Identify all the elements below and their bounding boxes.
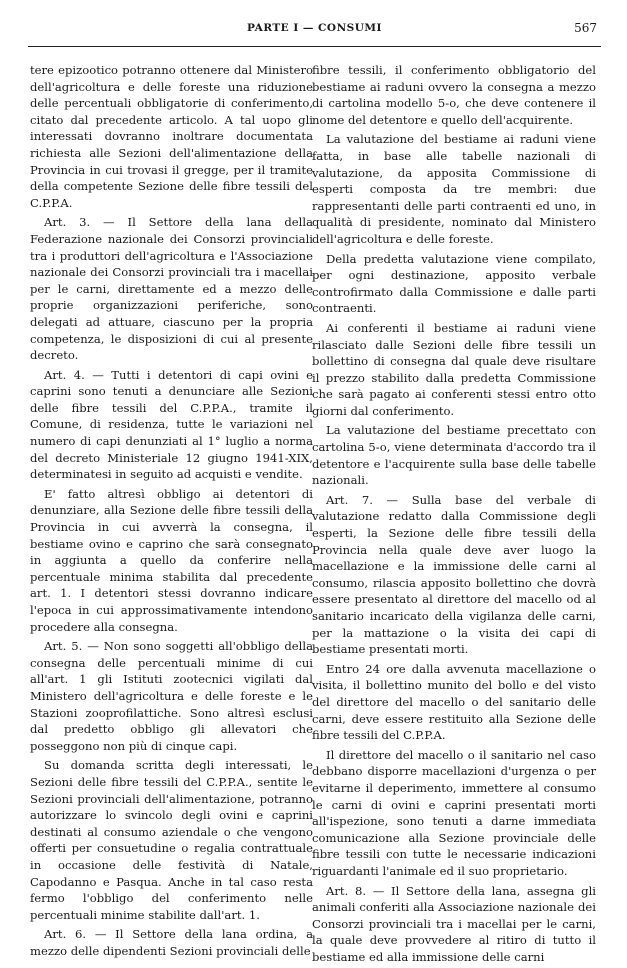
running-title: PARTE I — CONSUMI — [247, 22, 382, 34]
paragraph: Ai conferenti il bestiame ai raduni viene rilasciato dalle Sezioni delle fibre tessili un bollettino di consegna dal quale deve risultare il prezzo stabilito dalla predetta Commissione che sarà pagato ai conferenti stessi entro otto giorni dal conferimento. — [312, 320, 596, 418]
paragraph-art-6: Art. 6. — Il Settore della lana ordina, a mezzo delle dipendenti Sezioni provinciali delle — [30, 927, 313, 958]
page-number: 567 — [574, 21, 597, 35]
paragraph-art-4: Art. 4. — Tutti i detentori di capi ovini e caprini sono tenuti a denunciare alle Sezioni delle fibre tessili del C.P.P.A., tramite il Comune, di residenza, tutte le variazioni nel numero di capi denunziati al 1° luglio a norma del decreto Ministeriale 12 giugno 1941-XIX, determinatesi in seguito ad acquisti e vendite. — [30, 367, 313, 482]
header-rule — [28, 46, 601, 47]
paragraph: E' fatto altresì obbligo ai detentori di denunziare, alla Sezione delle fibre tessili della Provincia in cui avverrà la consegna, il bestiame ovino e caprino che sarà consegnato in aggiunta a quello da conferire nella percentuale minima stabilita dal precedente art. 1. I detentori stessi dovranno indicare l'epoca in cui approssimativamente intendono procedere alla consegna. — [30, 486, 313, 634]
paragraph: La valutazione del bestiame ai raduni viene fatta, in base alle tabelle nazionali di valutazione, da apposita Commissione di esperti composta da tre membri: due rappresentanti delle parti contraenti ed uno, in qualità di presidente, nominato dal Ministero dell'agricoltura e delle foreste. — [312, 132, 596, 246]
paragraph-art-8: Art. 8. — Il Settore della lana, assegna gli animali conferiti alla Associazione nazionale dei Consorzi provinciali tra i macellai per le carni, la quale deve provvedere al ritiro di tutto il bestiame ed alla immissione delle carni — [312, 883, 596, 964]
paragraph-art-5: Art. 5. — Non sono soggetti all'obbligo della consegna delle percentuali minime di cui all'art. 1 gli Istituti zootecnici vigilati dal Ministero dell'agricoltura e delle foreste e le Stazioni zooprofilattiche. Sono altresì esclusi dal predetto obbligo gli allevatori che posseggono non più di cinque capi. — [30, 639, 313, 753]
paragraph-art-3: Art. 3. — Il Settore della lana della Federazione nazionale dei Consorzi provinciali tra i produttori dell'agricoltura e l'Associazione nazionale dei Consorzi provinciali tra i macellai per le carni, direttamente ed a mezzo delle proprie organizzazioni periferiche, sono delegati ad attuare, ciascuno per la propria competenza, le disposizioni di cui al presente decreto. — [30, 215, 313, 363]
paragraph: Su domanda scritta degli interessati, le Sezioni delle fibre tessili del C.P.P.A., sentite le Sezioni provinciali dell'alimentazione, potranno autorizzare lo svincolo degli ovini e caprini destinati al consumo aziendale o che vengono offerti per consuetudine o regalia contrattuale in occasione delle festività di Natale, Capodanno e Pasqua. Anche in tal caso resta fermo l'obbligo del conferimento nelle percentuali minime stabilite dall'art. 1. — [30, 758, 313, 922]
paragraph-art-7: Art. 7. — Sulla base del verbale di valutazione redatto dalla Commissione degli esperti, la Sezione delle fibre tessili della Provincia nella quale deve aver luogo la macellazione e la immissione delle carni al consumo, rilascia apposito bollettino che dovrà essere presentato al direttore del macello od al sanitario incaricato della vigilanza delle carni, per la mattazione o la visita dei capi di bestiame presentati morti. — [312, 492, 596, 657]
paragraph: Il direttore del macello o il sanitario nel caso debbano disporre macellazioni d'urgenza o per evitarne il deperimento, immettere al consumo le carni di ovini e caprini presentati morti all'ispezione, sono tenuti a darne immediata comunicazione alla Sezione provinciale delle fibre tessili con tutte le necessarie indicazioni riguardanti l'animale ed il suo proprietario. — [312, 747, 596, 878]
right-column — [312, 62, 596, 968]
page-header — [28, 22, 601, 42]
paragraph: La valutazione del bestiame precettato con cartolina 5-o, viene determinata d'accordo tra il detentore e l'acquirente sulla base delle tabelle nazionali. — [312, 423, 596, 488]
left-column — [30, 62, 313, 962]
paragraph: tere epizootico potranno ottenere dal Ministero dell'agricoltura e delle foreste una riduzione delle percentuali obbligatorie di conferimento, citato dal precedente articolo. A tal uopo gli interessati dovranno inoltrare documentata richiesta alle Sezioni dell'alimentazione della Provincia in cui trovasi il gregge, per il tramite della competente Sezione delle fibre tessili del C.P.P.A. — [30, 63, 313, 210]
paragraph: Entro 24 ore dalla avvenuta macellazione o visita, il bollettino munito del bollo e del visto del direttore del macello o del sanitario delle carni, deve essere restituito alla Sezione delle fibre tessili del C.P.P.A. — [312, 661, 596, 743]
paragraph: Della predetta valutazione viene compilato, per ogni destinazione, apposito verbale controfirmato dalla Commissione e dalle parti contraenti. — [312, 251, 596, 316]
paragraph: fibre tessili, il conferimento obbligatorio del bestiame ai raduni ovvero la consegna a mezzo di cartolina modello 5-o, che deve contenere il nome del detentore e quello dell'acquirente. — [312, 63, 596, 127]
